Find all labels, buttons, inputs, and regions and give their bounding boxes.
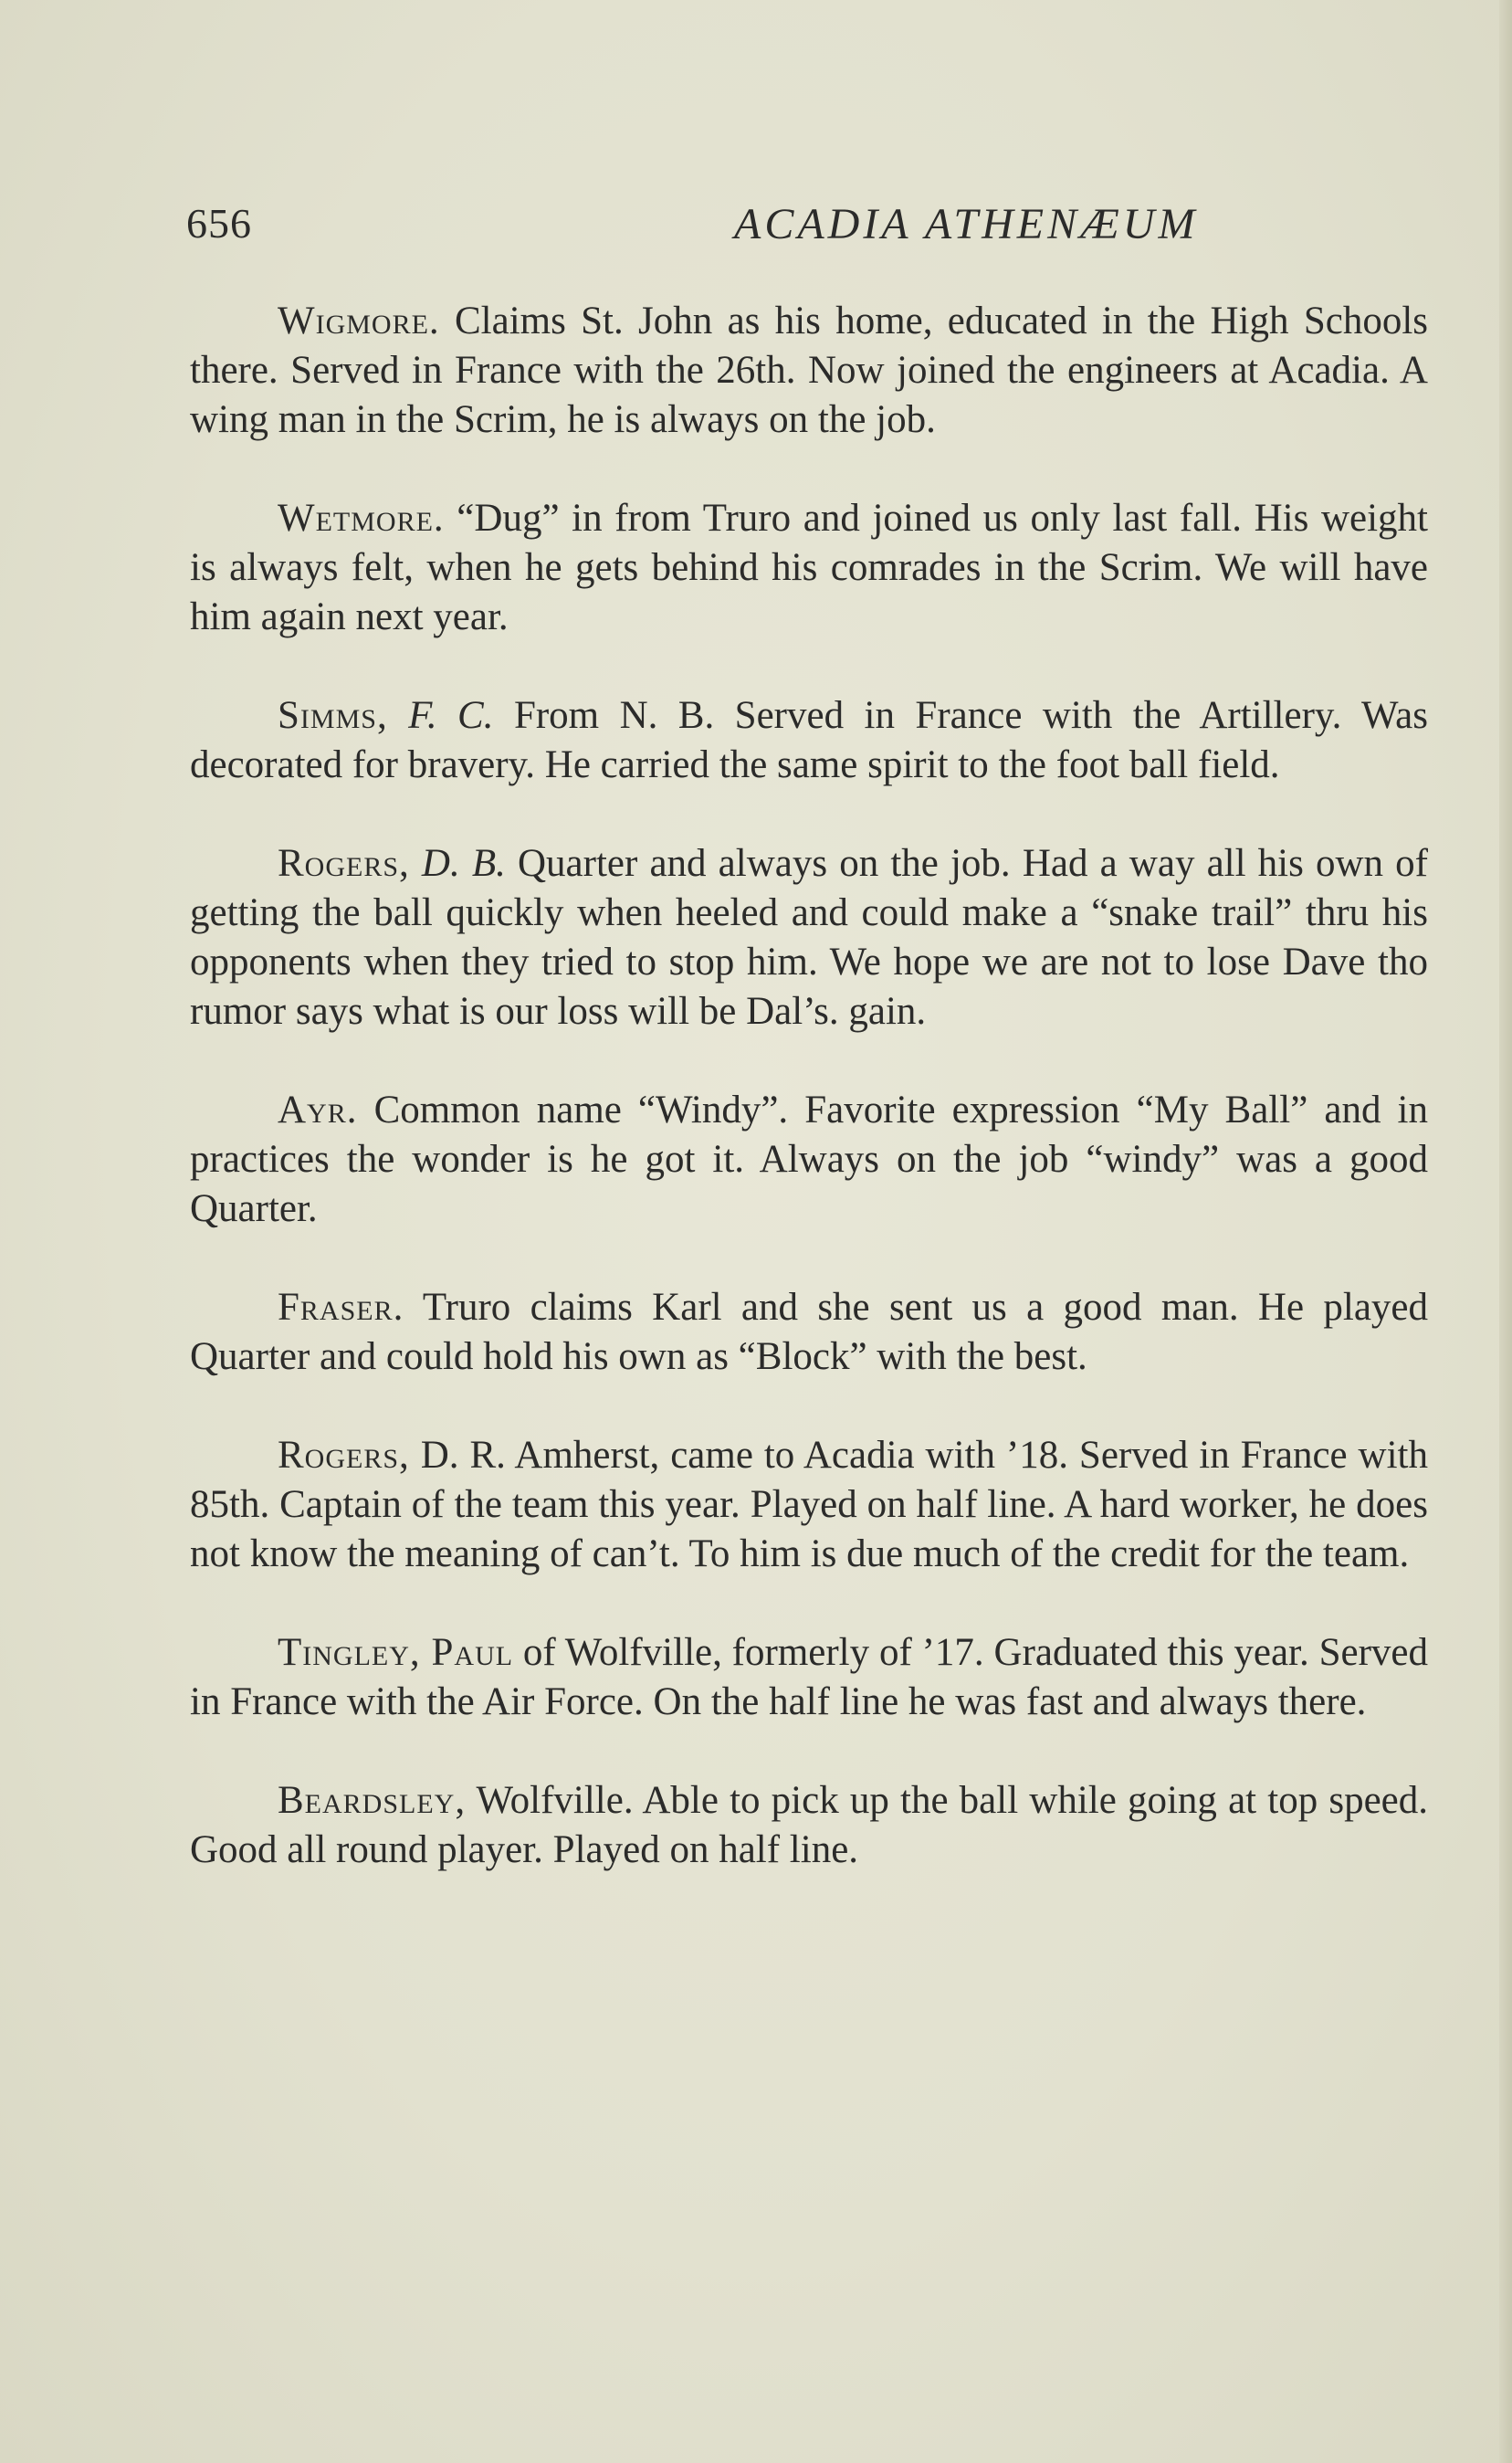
entry-text: D. R. Amherst, came to Acadia with ’18. Served in France with 85th. Captain of the team this year. Played on half line. A hard worker, he does not know the meaning of can’t. To him is due much of the credit for the team. [190,1434,1428,1575]
entry-name: Rogers, [278,842,410,885]
entry-tingley [190,1628,1428,1727]
entry-text: Wolfville. Able to pick up the ball while going at top speed. Good all round player. Played on half line. [190,1779,1428,1871]
entry-name: Tingley, Paul [278,1631,514,1674]
entry-text: “Dug” in from Truro and joined us only last fall. His weight is always felt, when he gets behind his comrades in the Scrim. We will have him again next year. [190,497,1428,638]
page-number: 656 [186,200,252,247]
player-entries [190,297,1428,1924]
entry-text: Truro claims Karl and she sent us a good man. He played Quarter and could hold his own as “Block” with the best. [190,1286,1428,1378]
entry-name: Wetmore. [278,497,445,540]
entry-ayr [190,1086,1428,1234]
page-edge [1499,0,1512,2463]
entry-name: Wigmore. [278,300,440,342]
entry-name: Fraser. [278,1286,404,1329]
entry-name: Simms, [278,694,388,737]
page-header [186,199,1428,263]
entry-initials: D. B. [409,842,506,885]
entry-initials: F. C. [387,694,494,737]
entry-fraser [190,1283,1428,1382]
entry-beardsley [190,1776,1428,1875]
entry-wetmore [190,494,1428,642]
entry-rogers-db [190,839,1428,1037]
entry-text: From N. B. Served in France with the Artillery. Was decorated for bravery. He carried the same spirit to the foot ball field. [190,694,1428,786]
entry-simms [190,691,1428,790]
entry-name: Ayr. [278,1089,358,1132]
running-title: ACADIA ATHENÆUM [734,200,1199,248]
entry-wigmore [190,297,1428,445]
entry-text: Claims St. John as his home, educated in the High Schools there. Served in France with the 26th. Now joined the engineers at Acadia. A wing man in the Scrim, he is always on the job. [190,300,1428,441]
entry-text: of Wolfville, formerly of ’17. Graduated this year. Served in France with the Air Force. On the half line he was fast and always there. [190,1631,1428,1723]
entry-text: Quarter and always on the job. Had a way all his own of getting the ball quickly when heeled and could make a “snake trail” thru his opponents when they tried to stop him. We hope we are not to lose Dave tho rumor says what is our loss will be Dal’s. gain. [190,842,1428,1033]
entry-rogers-dr [190,1431,1428,1579]
entry-name: Rogers, [278,1434,410,1477]
entry-name: Beardsley, [278,1779,467,1822]
entry-text: Common name “Windy”. Favorite expression “My Ball” and in practices the wonder is he got it. Always on the job “windy” was a good Quarter. [190,1089,1428,1230]
